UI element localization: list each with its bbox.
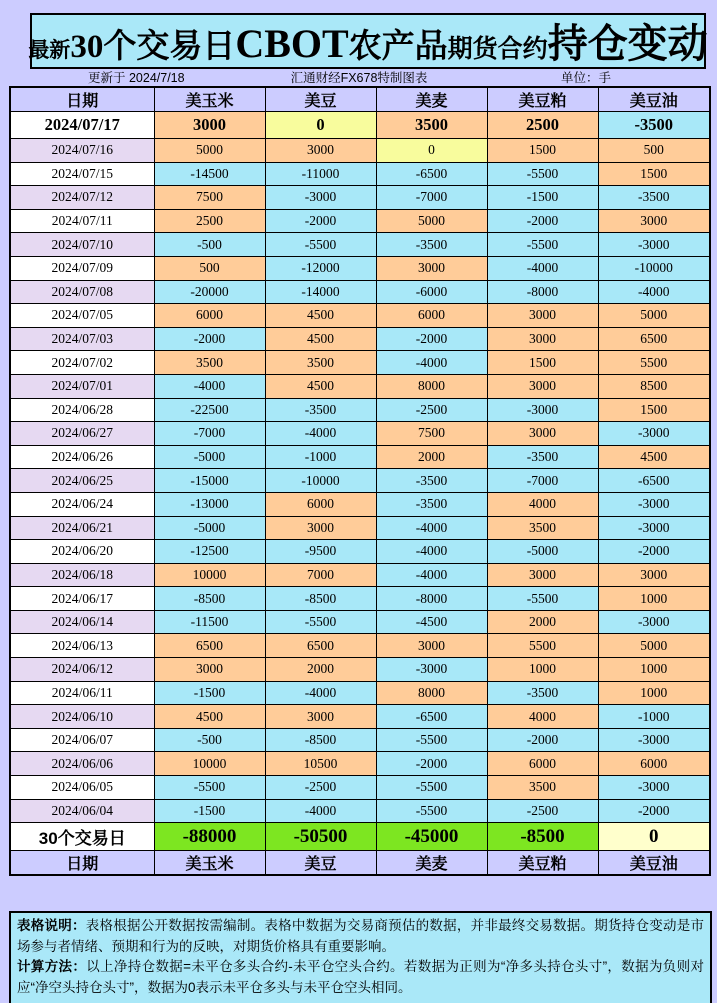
summary-value-cell: -50500 xyxy=(265,823,376,851)
note-text: 表格根据公开数据按需编制。表格中数据为交易商预估的数据，并非最终交易数据。期货持仓变动是市场参与者情绪、预期和行为的反映，对期货价格具有重要影响。 xyxy=(17,918,705,954)
value-cell: 3000 xyxy=(487,563,598,587)
value-cell: -8500 xyxy=(265,587,376,611)
value-cell: -4000 xyxy=(265,422,376,446)
date-cell: 2024/07/16 xyxy=(10,139,154,163)
date-cell: 2024/07/11 xyxy=(10,209,154,233)
value-cell: -4000 xyxy=(265,799,376,823)
value-cell: -3500 xyxy=(487,445,598,469)
table-row xyxy=(10,162,710,186)
date-cell: 2024/06/06 xyxy=(10,752,154,776)
footer-column-header: 日期 xyxy=(10,851,154,876)
subtitle-strip xyxy=(9,66,709,84)
value-cell: 500 xyxy=(598,139,710,163)
footer-column-header: 美豆 xyxy=(265,851,376,876)
value-cell: 6000 xyxy=(487,752,598,776)
value-cell: -22500 xyxy=(154,398,265,422)
value-cell: -3500 xyxy=(487,681,598,705)
value-cell: -3500 xyxy=(598,186,710,210)
value-cell: 4500 xyxy=(265,374,376,398)
table-row xyxy=(10,280,710,304)
table-row xyxy=(10,587,710,611)
value-cell: 8500 xyxy=(598,374,710,398)
table-row xyxy=(10,492,710,516)
table-row xyxy=(10,422,710,446)
date-cell: 2024/06/14 xyxy=(10,610,154,634)
value-cell: 6500 xyxy=(598,327,710,351)
value-cell: -7000 xyxy=(154,422,265,446)
value-cell: 3000 xyxy=(265,705,376,729)
value-cell: 4000 xyxy=(487,492,598,516)
value-cell: 4500 xyxy=(598,445,710,469)
value-cell: -6000 xyxy=(376,280,487,304)
date-cell: 2024/06/12 xyxy=(10,658,154,682)
date-cell: 2024/06/21 xyxy=(10,516,154,540)
value-cell: -3500 xyxy=(598,112,710,139)
value-cell: 6000 xyxy=(598,752,710,776)
value-cell: 6000 xyxy=(154,304,265,328)
date-cell: 2024/06/27 xyxy=(10,422,154,446)
value-cell: -3000 xyxy=(598,516,710,540)
value-cell: -20000 xyxy=(154,280,265,304)
table-row xyxy=(10,728,710,752)
value-cell: 3500 xyxy=(487,776,598,800)
value-cell: 3000 xyxy=(154,112,265,139)
table-row xyxy=(10,658,710,682)
value-cell: 1000 xyxy=(487,658,598,682)
value-cell: 3000 xyxy=(598,563,710,587)
table-row xyxy=(10,233,710,257)
value-cell: 5000 xyxy=(376,209,487,233)
date-cell: 2024/07/03 xyxy=(10,327,154,351)
table-row xyxy=(10,186,710,210)
value-cell: 5000 xyxy=(154,139,265,163)
title-segment: CBOT xyxy=(235,21,349,66)
value-cell: -3500 xyxy=(376,469,487,493)
date-cell: 2024/07/10 xyxy=(10,233,154,257)
date-cell: 2024/06/26 xyxy=(10,445,154,469)
value-cell: -4000 xyxy=(376,540,487,564)
value-cell: -15000 xyxy=(154,469,265,493)
value-cell: -3500 xyxy=(265,398,376,422)
value-cell: -2000 xyxy=(598,540,710,564)
value-cell: -5500 xyxy=(265,610,376,634)
value-cell: -2500 xyxy=(265,776,376,800)
value-cell: 0 xyxy=(376,139,487,163)
value-cell: 6500 xyxy=(265,634,376,658)
positions-table xyxy=(9,86,711,876)
date-cell: 2024/06/13 xyxy=(10,634,154,658)
value-cell: -2000 xyxy=(265,209,376,233)
value-cell: -5000 xyxy=(154,516,265,540)
title-segment: 期货合约 xyxy=(447,36,548,63)
value-cell: -5500 xyxy=(265,233,376,257)
value-cell: -7000 xyxy=(376,186,487,210)
value-cell: -6500 xyxy=(376,162,487,186)
table-row xyxy=(10,209,710,233)
footer-column-header: 美豆粕 xyxy=(487,851,598,876)
value-cell: 500 xyxy=(154,256,265,280)
value-cell: -9500 xyxy=(265,540,376,564)
table-row xyxy=(10,516,710,540)
value-cell: -8500 xyxy=(265,728,376,752)
value-cell: 3000 xyxy=(376,634,487,658)
value-cell: 3500 xyxy=(265,351,376,375)
value-cell: -3500 xyxy=(376,233,487,257)
table-row xyxy=(10,681,710,705)
date-cell: 2024/06/04 xyxy=(10,799,154,823)
value-cell: -5500 xyxy=(487,233,598,257)
date-cell: 2024/06/17 xyxy=(10,587,154,611)
date-cell: 2024/06/10 xyxy=(10,705,154,729)
value-cell: -8000 xyxy=(487,280,598,304)
footer-column-header: 美豆油 xyxy=(598,851,710,876)
summary-row xyxy=(10,823,710,851)
date-cell: 2024/06/28 xyxy=(10,398,154,422)
table-row xyxy=(10,705,710,729)
value-cell: -500 xyxy=(154,728,265,752)
value-cell: -5000 xyxy=(154,445,265,469)
value-cell: 3000 xyxy=(487,327,598,351)
table-row xyxy=(10,752,710,776)
value-cell: -4000 xyxy=(376,516,487,540)
date-cell: 2024/06/18 xyxy=(10,563,154,587)
value-cell: -5500 xyxy=(376,776,487,800)
value-cell: -5500 xyxy=(376,728,487,752)
value-cell: -4000 xyxy=(487,256,598,280)
value-cell: 7500 xyxy=(154,186,265,210)
footer-header-row xyxy=(10,851,710,876)
note-calc-method xyxy=(17,959,704,995)
value-cell: -5500 xyxy=(376,799,487,823)
value-cell: -2000 xyxy=(598,799,710,823)
value-cell: -10000 xyxy=(598,256,710,280)
table-row xyxy=(10,610,710,634)
column-header-row xyxy=(10,87,710,112)
value-cell: -8500 xyxy=(154,587,265,611)
column-header: 美豆油 xyxy=(598,87,710,112)
value-cell: -14000 xyxy=(265,280,376,304)
value-cell: -2000 xyxy=(376,327,487,351)
value-cell: -3500 xyxy=(376,492,487,516)
value-cell: -6500 xyxy=(376,705,487,729)
value-cell: 8000 xyxy=(376,374,487,398)
summary-value-cell: 0 xyxy=(598,823,710,851)
value-cell: 2000 xyxy=(376,445,487,469)
value-cell: 2500 xyxy=(487,112,598,139)
table-row xyxy=(10,256,710,280)
value-cell: -11000 xyxy=(265,162,376,186)
value-cell: -4000 xyxy=(376,351,487,375)
value-cell: -4000 xyxy=(154,374,265,398)
date-cell: 2024/06/11 xyxy=(10,681,154,705)
date-cell: 2024/06/07 xyxy=(10,728,154,752)
value-cell: 1000 xyxy=(598,587,710,611)
value-cell: -4000 xyxy=(376,563,487,587)
note-table-description xyxy=(17,918,704,954)
value-cell: 2000 xyxy=(487,610,598,634)
column-header: 美麦 xyxy=(376,87,487,112)
value-cell: 7500 xyxy=(376,422,487,446)
unit-label: 单位：手 xyxy=(561,71,612,85)
table-row xyxy=(10,799,710,823)
note-label: 计算方法： xyxy=(17,959,87,975)
table-row xyxy=(10,563,710,587)
value-cell: -11500 xyxy=(154,610,265,634)
date-cell: 2024/07/08 xyxy=(10,280,154,304)
notes-box xyxy=(9,911,712,1003)
value-cell: 3500 xyxy=(487,516,598,540)
value-cell: -4000 xyxy=(598,280,710,304)
title-segment: 30个交易日 xyxy=(70,29,236,65)
value-cell: 4500 xyxy=(265,327,376,351)
value-cell: -3000 xyxy=(598,422,710,446)
value-cell: 5000 xyxy=(598,634,710,658)
value-cell: -2000 xyxy=(154,327,265,351)
value-cell: -3000 xyxy=(598,728,710,752)
value-cell: -8000 xyxy=(376,587,487,611)
value-cell: 6000 xyxy=(376,304,487,328)
table-row xyxy=(10,469,710,493)
value-cell: -12500 xyxy=(154,540,265,564)
value-cell: 1000 xyxy=(598,658,710,682)
value-cell: 3000 xyxy=(265,139,376,163)
value-cell: -5500 xyxy=(487,162,598,186)
value-cell: 3000 xyxy=(154,658,265,682)
value-cell: 5500 xyxy=(598,351,710,375)
value-cell: 1500 xyxy=(598,398,710,422)
table-row xyxy=(10,112,710,139)
value-cell: -3000 xyxy=(265,186,376,210)
value-cell: -5000 xyxy=(487,540,598,564)
date-cell: 2024/07/02 xyxy=(10,351,154,375)
table-row xyxy=(10,139,710,163)
value-cell: -3000 xyxy=(376,658,487,682)
column-header: 日期 xyxy=(10,87,154,112)
date-cell: 2024/07/05 xyxy=(10,304,154,328)
value-cell: -4000 xyxy=(265,681,376,705)
note-label: 表格说明： xyxy=(17,918,86,933)
value-cell: -2000 xyxy=(487,209,598,233)
date-cell: 2024/07/12 xyxy=(10,186,154,210)
value-cell: 3000 xyxy=(487,304,598,328)
title-segment: 最新 xyxy=(28,38,71,62)
summary-label: 30个交易日 xyxy=(10,823,154,851)
value-cell: 6500 xyxy=(154,634,265,658)
value-cell: -1500 xyxy=(487,186,598,210)
value-cell: 1500 xyxy=(487,351,598,375)
value-cell: 10000 xyxy=(154,563,265,587)
value-cell: -4500 xyxy=(376,610,487,634)
table-row xyxy=(10,398,710,422)
table-row xyxy=(10,374,710,398)
value-cell: -5500 xyxy=(487,587,598,611)
title-segment: 农产品 xyxy=(348,29,448,65)
value-cell: 10500 xyxy=(265,752,376,776)
table-row xyxy=(10,327,710,351)
value-cell: 2000 xyxy=(265,658,376,682)
value-cell: -7000 xyxy=(487,469,598,493)
column-header: 美玉米 xyxy=(154,87,265,112)
column-header: 美豆 xyxy=(265,87,376,112)
summary-value-cell: -45000 xyxy=(376,823,487,851)
title-segment: 持仓变动 xyxy=(547,21,708,66)
value-cell: 0 xyxy=(265,112,376,139)
value-cell: -500 xyxy=(154,233,265,257)
value-cell: 2500 xyxy=(154,209,265,233)
summary-value-cell: -88000 xyxy=(154,823,265,851)
value-cell: 3000 xyxy=(598,209,710,233)
value-cell: -2000 xyxy=(487,728,598,752)
summary-value-cell: -8500 xyxy=(487,823,598,851)
value-cell: 3500 xyxy=(154,351,265,375)
value-cell: -13000 xyxy=(154,492,265,516)
value-cell: 3500 xyxy=(376,112,487,139)
page-title xyxy=(30,13,706,69)
value-cell: 1500 xyxy=(487,139,598,163)
footer-column-header: 美麦 xyxy=(376,851,487,876)
date-cell: 2024/06/24 xyxy=(10,492,154,516)
date-cell: 2024/06/05 xyxy=(10,776,154,800)
date-cell: 2024/06/25 xyxy=(10,469,154,493)
date-cell: 2024/07/15 xyxy=(10,162,154,186)
value-cell: 7000 xyxy=(265,563,376,587)
source-credit: 汇通财经FX678特制图表 xyxy=(290,71,428,85)
date-cell: 2024/07/17 xyxy=(10,112,154,139)
value-cell: -10000 xyxy=(265,469,376,493)
table-row xyxy=(10,304,710,328)
value-cell: 4500 xyxy=(154,705,265,729)
table-row xyxy=(10,351,710,375)
value-cell: 3000 xyxy=(265,516,376,540)
date-cell: 2024/07/09 xyxy=(10,256,154,280)
value-cell: -14500 xyxy=(154,162,265,186)
value-cell: -6500 xyxy=(598,469,710,493)
footer-column-header: 美玉米 xyxy=(154,851,265,876)
value-cell: 6000 xyxy=(265,492,376,516)
value-cell: -2000 xyxy=(376,752,487,776)
value-cell: -5500 xyxy=(154,776,265,800)
date-cell: 2024/06/20 xyxy=(10,540,154,564)
value-cell: -12000 xyxy=(265,256,376,280)
value-cell: -3000 xyxy=(598,610,710,634)
note-text: 以上净持仓数据=未平仓多头合约-未平仓空头合约。若数据为正则为“净多头持仓头寸”，数据为负则对应“净空头持仓头寸”，数据为0表示未平仓多头与未平仓空头相同。 xyxy=(17,959,705,995)
value-cell: 5000 xyxy=(598,304,710,328)
value-cell: -3000 xyxy=(598,492,710,516)
value-cell: 3000 xyxy=(487,374,598,398)
value-cell: -1500 xyxy=(154,799,265,823)
table-row xyxy=(10,540,710,564)
value-cell: -3000 xyxy=(598,776,710,800)
value-cell: 8000 xyxy=(376,681,487,705)
value-cell: 10000 xyxy=(154,752,265,776)
table-row xyxy=(10,776,710,800)
value-cell: -3000 xyxy=(598,233,710,257)
updated-date: 更新于 2024/7/18 xyxy=(88,71,185,85)
value-cell: 5500 xyxy=(487,634,598,658)
date-cell: 2024/07/01 xyxy=(10,374,154,398)
value-cell: -2500 xyxy=(376,398,487,422)
value-cell: -3000 xyxy=(487,398,598,422)
table-row xyxy=(10,634,710,658)
column-header: 美豆粕 xyxy=(487,87,598,112)
value-cell: 4500 xyxy=(265,304,376,328)
value-cell: 3000 xyxy=(376,256,487,280)
value-cell: 1500 xyxy=(598,162,710,186)
value-cell: -1000 xyxy=(598,705,710,729)
table-row xyxy=(10,445,710,469)
value-cell: -2500 xyxy=(487,799,598,823)
value-cell: -1000 xyxy=(265,445,376,469)
value-cell: 4000 xyxy=(487,705,598,729)
value-cell: -1500 xyxy=(154,681,265,705)
value-cell: 3000 xyxy=(487,422,598,446)
value-cell: 1000 xyxy=(598,681,710,705)
